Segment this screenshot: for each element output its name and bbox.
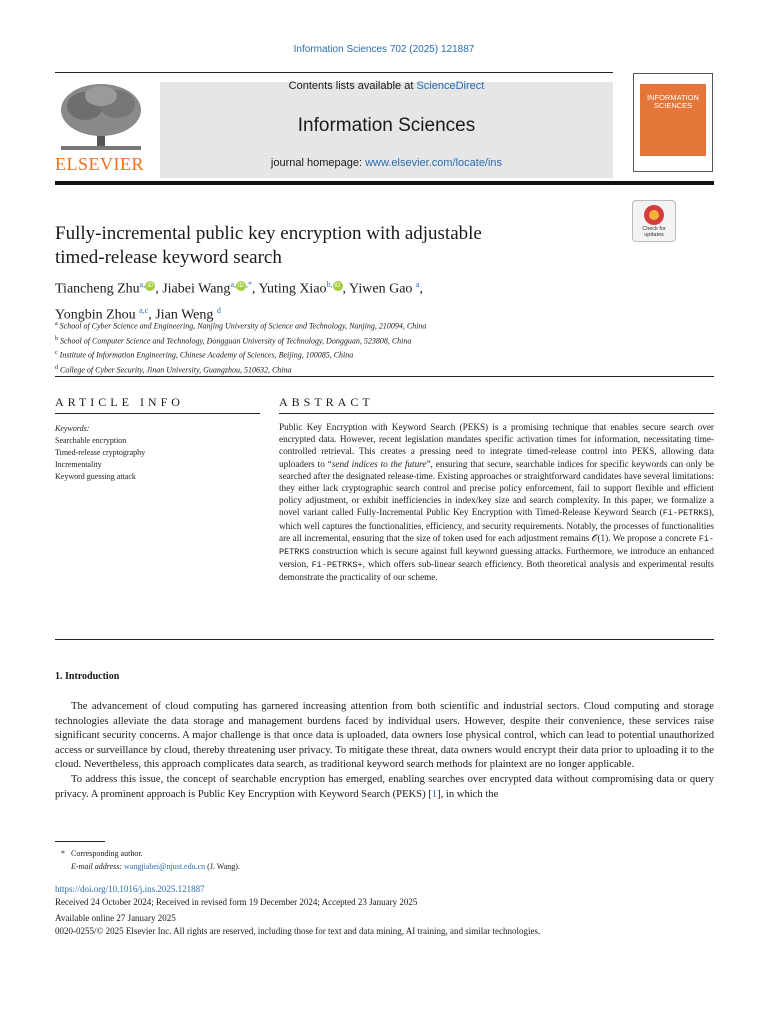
- author-name[interactable]: Tiancheng Zhu: [55, 281, 140, 297]
- orcid-icon[interactable]: iD: [145, 281, 155, 291]
- copyright: 0020-0255/© 2025 Elsevier Inc. All rights are reserved, including those for text and data mining, AI training, and similar technologies.: [55, 925, 541, 936]
- cover-title: INFORMATION SCIENCES: [647, 93, 699, 110]
- affiliations: [55, 318, 715, 377]
- author-name[interactable]: Jian Weng: [155, 307, 214, 323]
- orcid-icon[interactable]: iD: [236, 281, 246, 291]
- section-rule: [55, 376, 714, 377]
- abstract-text: , which offers sub-linear search efficiency. Both theoretical analysis and experimental results demonstrate the practicality of our scheme.: [279, 559, 714, 583]
- homepage-link[interactable]: www.elsevier.com/locate/ins: [365, 157, 503, 169]
- affiliation-letter: d: [55, 364, 58, 371]
- keywords-title: Keywords:: [55, 424, 90, 433]
- affiliation-letter: b: [55, 335, 58, 342]
- contents-prefix: Contents lists available at: [288, 80, 417, 92]
- corresponding-mark[interactable]: ,*: [246, 280, 252, 289]
- article-info-heading: ARTICLE INFO: [55, 395, 184, 409]
- author-name[interactable]: Yuting Xiao: [258, 281, 327, 297]
- article-info-rule: [55, 413, 260, 414]
- corresponding-text: Corresponding author.: [71, 849, 143, 858]
- email-suffix: (J. Wang).: [205, 862, 240, 871]
- abstract-text: Public Key Encryption with Keyword Search (PEKS) is a promising technique that enables secure search over encrypted data. However, recent legislation mandates specific activation times for information, necessitating time-controlled retrieval. This creates a pressing need to integrate timed-release control into PEKS, allowing data uploaders to “: [279, 422, 714, 469]
- author-affil-sup[interactable]: a,c: [139, 305, 149, 315]
- sciencedirect-link[interactable]: ScienceDirect: [416, 80, 485, 92]
- affiliation-item: [55, 318, 715, 333]
- header-bottom-rule: [55, 181, 714, 185]
- title-line-2: timed-release keyword search: [55, 247, 282, 268]
- citation-link[interactable]: 1: [431, 788, 438, 800]
- section-rule: [55, 639, 714, 640]
- footnote-rule: [55, 841, 105, 842]
- author-name[interactable]: Yongbin Zhou: [55, 307, 136, 323]
- received-dates: Received 24 October 2024; Received in revised form 19 December 2024; Accepted 23 January 2025: [55, 896, 418, 907]
- affiliation-text: School of Cyber Science and Engineering, Nanjing University of Science and Technology, Nanjing, 210094, China: [59, 321, 427, 331]
- author-affil-sup[interactable]: a,: [139, 280, 146, 289]
- author-affil-sup[interactable]: a,: [230, 280, 236, 289]
- author-separator: ,: [252, 281, 259, 297]
- keyword-item: Searchable encryption: [55, 436, 127, 445]
- keyword-item: Timed-release cryptography: [55, 448, 146, 457]
- affiliation-item: [55, 347, 715, 362]
- email-label: E-mail address:: [71, 862, 125, 871]
- author-name[interactable]: Jiabei Wang: [162, 281, 231, 297]
- affiliation-letter: c: [55, 350, 58, 357]
- author-affil-sup[interactable]: a: [415, 280, 420, 289]
- abstract-rule: [279, 413, 714, 414]
- abstract-text: construction which is secure against full keyword guessing attacks. Furthermore, we introduce an enhanced version,: [279, 546, 714, 570]
- affiliation-letter: a: [55, 321, 58, 327]
- footnote-mark: *: [61, 849, 65, 858]
- email-link[interactable]: wangjiabei@njust.edu.cn: [124, 862, 206, 871]
- elsevier-wordmark: ELSEVIER: [55, 154, 144, 174]
- contents-line: [160, 80, 613, 92]
- author-separator: ,: [155, 281, 163, 297]
- keyword-item: Keyword guessing attack: [55, 472, 136, 481]
- keyword-item: Incrementality: [55, 460, 102, 469]
- journal-name: Information Sciences: [297, 115, 476, 136]
- abstract-text: ), which well captures the functionalities, efficiency, and security requirements. Notably, the processes of functionalities are all incremental, ensuring that the size of token used for each adjustment remains 𝒪(1). We propose a concrete: [279, 507, 714, 543]
- abstract-heading: ABSTRACT: [279, 395, 374, 409]
- author-separator: ,: [148, 307, 156, 323]
- scheme-name: Fi-PETRKS: [279, 533, 714, 558]
- check-updates-label: Check for updates: [642, 226, 666, 238]
- journal-citation[interactable]: Information Sciences 702 (2025) 121887: [293, 44, 475, 55]
- affiliation-item: [55, 333, 715, 348]
- affiliation-text: School of Computer Science and Technology, Dongguan University of Technology, Dongguan, 523808, China: [60, 336, 412, 346]
- homepage-prefix: journal homepage:: [270, 157, 366, 169]
- header-top-rule: [55, 72, 613, 73]
- author-affil-sup[interactable]: d: [216, 305, 221, 315]
- scheme-name: Fi-PETRKS+: [311, 560, 363, 571]
- author-separator: ,: [419, 281, 423, 297]
- paragraph-text: To address this issue, the concept of searchable encryption has emerged, enabling searches over encrypted data without compromising data or query privacy. A prominent approach is Public Key Encryption with Keyword Search (PEKS) [: [55, 773, 714, 800]
- paper-title: [55, 222, 615, 270]
- journal-cover-thumbnail[interactable]: [633, 73, 713, 172]
- orcid-icon[interactable]: iD: [333, 281, 343, 291]
- email-note: [55, 860, 655, 873]
- paragraph: The advancement of cloud computing has garnered increasing attention from both scientific and industrial sectors. Cloud computing and storage technologies alleviate the data storage and management burdens faced by individual users. However, despite their convenience, these services raise significant security concerns. A major challenge is that once data is uploaded, data owners lose physical control, which can lead to potential unauthorized access or surveillance by cloud, thereby threatening user privacy. To mitigate these threat, data owners would encrypt their data prior to uploading it to the cloud. Nevertheless, this approach complicates data search, as traditional keyword search methods for plaintext are no longer applicable.: [55, 701, 714, 771]
- available-online: Available online 27 January 2025: [55, 913, 176, 923]
- footnote: [55, 847, 655, 873]
- scheme-name: Fi-PETRKS: [662, 508, 709, 519]
- check-for-updates-button[interactable]: [632, 200, 676, 242]
- elsevier-logo: [55, 80, 151, 174]
- title-line-1: Fully-incremental public key encryption with adjustable: [55, 223, 482, 244]
- publication-info: [55, 883, 714, 937]
- abstract-body: [279, 421, 714, 584]
- author-affil-sup[interactable]: b,: [326, 280, 333, 289]
- abstract-text: ”, ensuring that secure, searchable indices for specific keywords can only be searched after the designated release-time. Existing approaches or straightforward candidates have several limitations: they either lack cryptographic search control and precise policy enforcement, fail to support flexible and efficient policy adjustment, or exhibit inefficiencies in index/key size and search complexity. In this paper, we formalize a novel variant called Fully-Incremental Public Key Encryption with Timed-Release Keyword Search (: [279, 458, 714, 518]
- keywords-block: [55, 423, 260, 483]
- author-separator: ,: [342, 281, 350, 297]
- author-name[interactable]: Yiwen Gao: [349, 281, 413, 297]
- homepage-line: [160, 157, 613, 169]
- corresponding-note: [55, 847, 655, 860]
- check-updates-icon: [644, 205, 664, 225]
- paragraph-text: ], in which the: [437, 788, 499, 800]
- affiliation-text: Institute of Information Engineering, Chinese Academy of Sciences, Beijing, 100085, China: [59, 350, 354, 360]
- affiliation-text: College of Cyber Security, Jinan University, Guangzhou, 510632, China: [60, 365, 292, 375]
- section-heading: 1. Introduction: [55, 671, 120, 682]
- affiliation-item: [55, 362, 715, 377]
- doi-link[interactable]: https://doi.org/10.1016/j.ins.2025.121887: [55, 884, 205, 894]
- paragraph: [55, 773, 714, 802]
- introduction-body: [55, 700, 714, 802]
- abstract-emphasis: send indices to the future: [331, 458, 427, 469]
